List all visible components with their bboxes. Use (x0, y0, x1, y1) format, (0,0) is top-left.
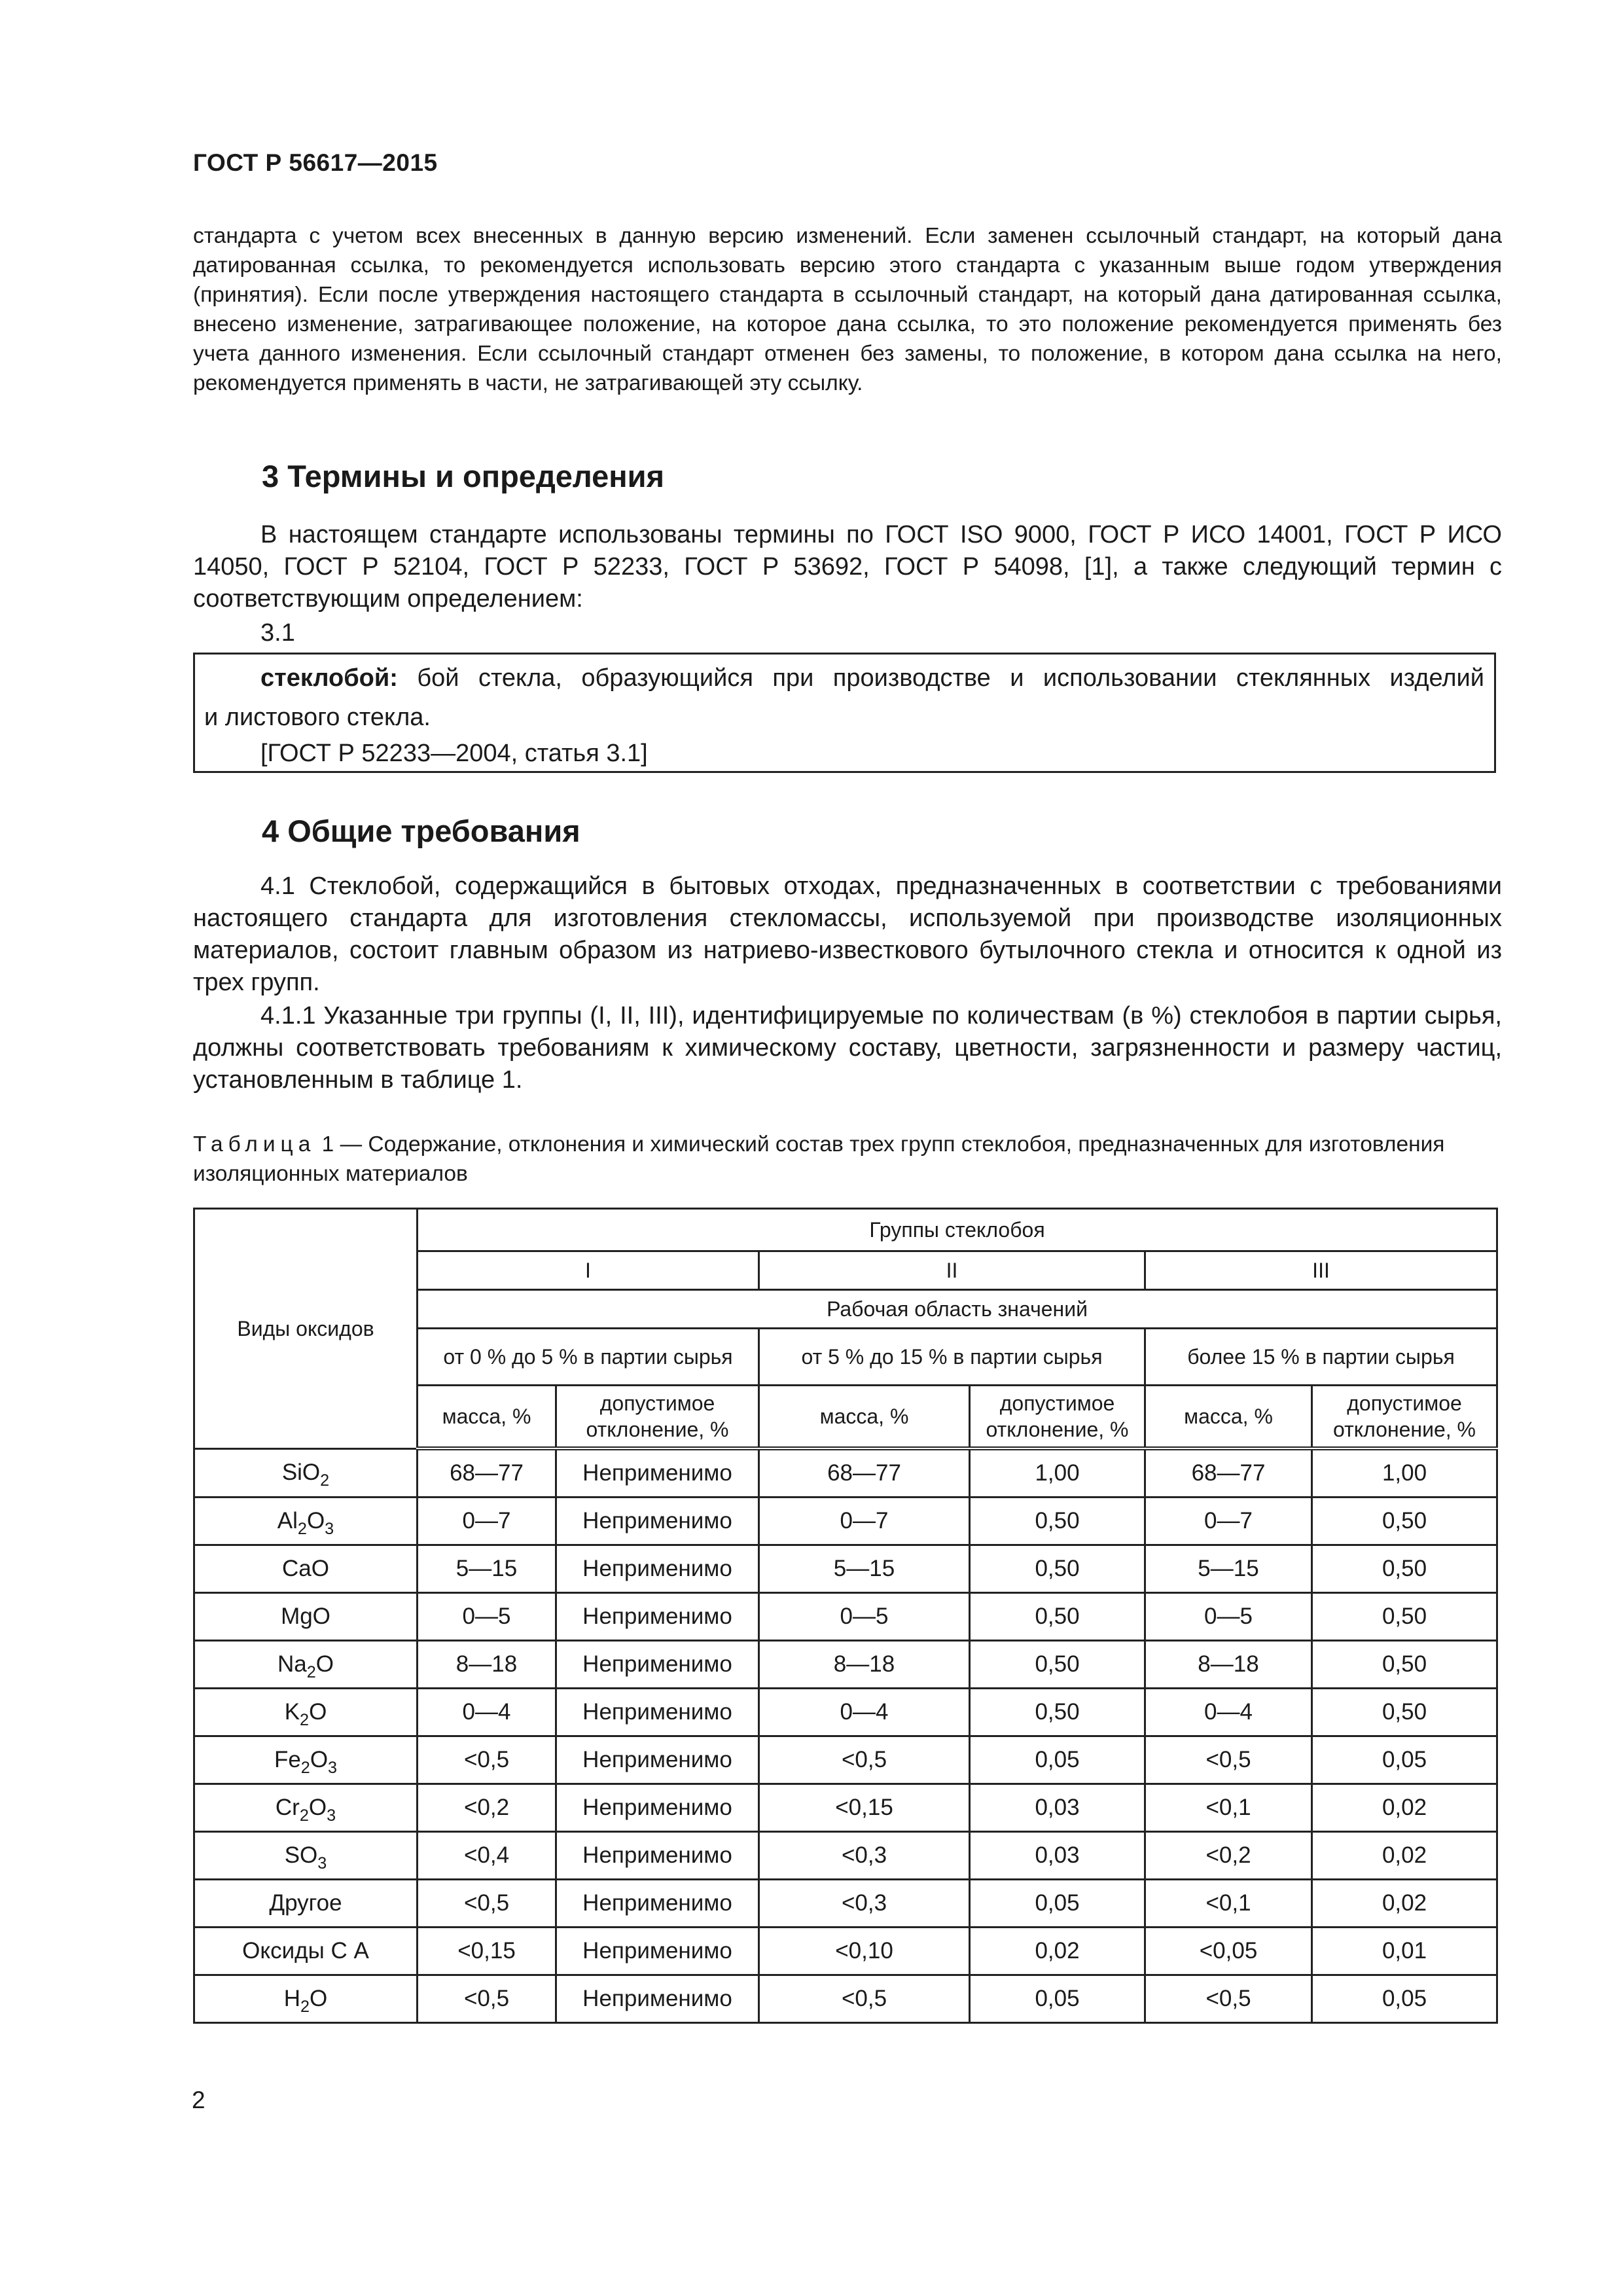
value-cell: 0—7 (759, 1498, 970, 1545)
value-cell: Неприменимо (556, 1736, 759, 1784)
value-cell: 5—15 (418, 1545, 556, 1593)
value-cell: 0,02 (1312, 1832, 1497, 1880)
value-cell: 0—5 (1145, 1593, 1312, 1641)
value-cell: 0,50 (1312, 1593, 1497, 1641)
formula-subscript: 2 (300, 1758, 310, 1777)
section-3-title: 3 Термины и определения (262, 459, 664, 493)
formula-subscript: 2 (299, 1806, 309, 1825)
value-cell: 0,02 (1312, 1880, 1497, 1928)
oxide-name-cell (194, 1832, 418, 1880)
oxide-name-cell (194, 1928, 418, 1975)
value-cell: <0,5 (418, 1880, 556, 1928)
value-cell: 5—15 (759, 1545, 970, 1593)
oxide-name-cell (194, 1498, 418, 1545)
oxide-name-cell (194, 1784, 418, 1832)
table-row (194, 1641, 1497, 1689)
oxide-name-cell (194, 1736, 418, 1784)
formula-part: O (315, 1651, 334, 1677)
formula-part: Fe (274, 1747, 301, 1772)
value-cell: 8—18 (1145, 1641, 1312, 1689)
table-row (194, 1736, 1497, 1784)
term-source: [ГОСТ Р 52233—2004, статья 3.1] (260, 740, 648, 767)
value-cell: 5—15 (1145, 1545, 1312, 1593)
value-cell: 0,05 (970, 1736, 1145, 1784)
value-cell: 0—4 (759, 1689, 970, 1736)
value-cell: 0—5 (418, 1593, 556, 1641)
formula-subscript: 2 (297, 1519, 307, 1538)
value-cell: 8—18 (418, 1641, 556, 1689)
header-deviation (970, 1386, 1145, 1449)
paragraph-4-1-1: 4.1.1 Указанные три группы (I, II, III), идентифицируемые по количествам (в %) стеклобоя в партии сырья, должны соответствовать требованиям к химическому составу, цветности, загрязненности и размеру частиц, установленным в таблице 1. (193, 1002, 1502, 1094)
header-group-2: II (759, 1251, 1145, 1290)
oxide-name-cell (194, 1689, 418, 1736)
oxide-name-cell (194, 1593, 418, 1641)
formula-part: CaO (282, 1556, 329, 1581)
term-definition-line1: бой стекла, образующийся при производстве и использовании стеклянных изделий (417, 664, 1484, 692)
table-row (194, 1498, 1497, 1545)
term-name: стеклобой: (260, 664, 398, 692)
formula-subscript: 3 (325, 1519, 334, 1538)
value-cell: 0,50 (1312, 1641, 1497, 1689)
table-header (194, 1209, 1497, 1449)
table-row (194, 1975, 1497, 2023)
header-mass: масса, % (1145, 1386, 1312, 1449)
header-deviation (556, 1386, 759, 1449)
term-definition-box (193, 653, 1496, 773)
value-cell: 8—18 (759, 1641, 970, 1689)
formula-part: O (309, 1699, 327, 1725)
formula-part: Al (277, 1508, 298, 1534)
header-working-range: Рабочая область значений (418, 1290, 1497, 1329)
formula-part: Другое (269, 1890, 342, 1916)
value-cell: 0—5 (759, 1593, 970, 1641)
intro-paragraph: стандарта с учетом всех внесенных в данную версию изменений. Если заменен ссылочный стандарт, на который дана датированная ссылка, то рекомендуется использовать версию этого стандарта с указанным выше годом утверждения (принятия). Если после утверждения настоящего стандарта в ссылочный стандарт, на который дана датированная ссылка, внесено изменение, затрагивающее положение, на которое дана ссылка, то это положение рекомендуется применять без учета данного изменения. Если ссылочный стандарт отменен без замены, то положение, в котором дана ссылка на него, рекомендуется применять в части, не затрагивающей эту ссылку. (193, 224, 1502, 395)
value-cell: 1,00 (970, 1448, 1145, 1498)
formula-part: Na (277, 1651, 307, 1677)
table-row (194, 1880, 1497, 1928)
document-header: ГОСТ Р 56617—2015 (193, 149, 438, 176)
value-cell: <0,15 (418, 1928, 556, 1975)
value-cell: <0,05 (1145, 1928, 1312, 1975)
header-deviation-line2: отклонение, % (1333, 1418, 1476, 1441)
value-cell: Неприменимо (556, 1832, 759, 1880)
value-cell: <0,1 (1145, 1784, 1312, 1832)
header-range-2: от 5 % до 15 % в партии сырья (759, 1329, 1145, 1386)
value-cell: 0,05 (1312, 1736, 1497, 1784)
formula-part: SiO (281, 1460, 321, 1486)
clause-number: 3.1 (260, 619, 295, 647)
formula-part: O (310, 1986, 328, 2011)
header-deviation-line1: допустимое (599, 1391, 715, 1415)
value-cell: Неприменимо (556, 1784, 759, 1832)
term-definition-line (260, 662, 1484, 694)
value-cell: 68—77 (759, 1448, 970, 1498)
formula-subscript: 3 (327, 1806, 336, 1825)
value-cell: 0,01 (1312, 1928, 1497, 1975)
formula-part: Оксиды С А (242, 1938, 369, 1964)
value-cell: <0,5 (1145, 1736, 1312, 1784)
value-cell: 0,05 (970, 1880, 1145, 1928)
formula-part: O (310, 1747, 329, 1772)
header-range-1: от 0 % до 5 % в партии сырья (418, 1329, 759, 1386)
oxide-name-cell (194, 1975, 418, 2023)
value-cell: 0,50 (970, 1641, 1145, 1689)
value-cell: Неприменимо (556, 1975, 759, 2023)
header-deviation-line1: допустимое (1347, 1391, 1462, 1415)
header-deviation-line2: отклонение, % (986, 1418, 1129, 1441)
value-cell: <0,5 (759, 1975, 970, 2023)
value-cell: <0,2 (418, 1784, 556, 1832)
header-mass: масса, % (418, 1386, 556, 1449)
value-cell: <0,5 (418, 1975, 556, 2023)
value-cell: Неприменимо (556, 1448, 759, 1498)
table-row (194, 1448, 1497, 1498)
table-row (194, 1593, 1497, 1641)
formula-subscript: 2 (300, 1710, 310, 1729)
value-cell: <0,5 (759, 1736, 970, 1784)
table-row (194, 1928, 1497, 1975)
value-cell: Неприменимо (556, 1689, 759, 1736)
table-caption-label: Таблица (193, 1132, 316, 1157)
formula-part: MgO (281, 1604, 330, 1629)
header-deviation (1312, 1386, 1497, 1449)
value-cell: 68—77 (418, 1448, 556, 1498)
formula-subscript: 3 (317, 1854, 327, 1873)
formula-subscript: 3 (328, 1758, 338, 1777)
page-number: 2 (192, 2087, 205, 2113)
header-oxide-types: Виды оксидов (194, 1209, 418, 1449)
header-deviation-line2: отклонение, % (586, 1418, 729, 1441)
value-cell: Неприменимо (556, 1641, 759, 1689)
value-cell: <0,1 (1145, 1880, 1312, 1928)
table-row (194, 1784, 1497, 1832)
formula-subscript: 2 (320, 1471, 330, 1490)
value-cell: <0,2 (1145, 1832, 1312, 1880)
value-cell: 0,03 (970, 1832, 1145, 1880)
value-cell: 0,50 (1312, 1689, 1497, 1736)
oxides-table (193, 1208, 1498, 2024)
table-row (194, 1689, 1497, 1736)
table-body (194, 1448, 1497, 2023)
oxide-name-cell (194, 1545, 418, 1593)
value-cell: 0,50 (970, 1593, 1145, 1641)
header-group-1: I (418, 1251, 759, 1290)
term-definition-line2: и листового стекла. (204, 704, 431, 731)
value-cell: <0,3 (759, 1832, 970, 1880)
value-cell: <0,4 (418, 1832, 556, 1880)
value-cell: Неприменимо (556, 1928, 759, 1975)
section-4-title: 4 Общие требования (262, 814, 580, 848)
value-cell: 0,50 (1312, 1498, 1497, 1545)
table-caption-text: 1 — Содержание, отклонения и химический состав трех групп стеклобоя, предназначенных для изготовления изоляционных материалов (193, 1132, 1445, 1186)
value-cell: 0,05 (970, 1975, 1145, 2023)
value-cell: <0,10 (759, 1928, 970, 1975)
header-glass-groups: Группы стеклобоя (418, 1209, 1497, 1251)
header-mass: масса, % (759, 1386, 970, 1449)
value-cell: Неприменимо (556, 1593, 759, 1641)
table-row (194, 1545, 1497, 1593)
value-cell: 0,50 (970, 1498, 1145, 1545)
value-cell: 0,50 (970, 1545, 1145, 1593)
value-cell: 0—7 (418, 1498, 556, 1545)
oxide-name-cell (194, 1880, 418, 1928)
value-cell: <0,5 (1145, 1975, 1312, 2023)
formula-part: O (308, 1795, 327, 1820)
value-cell: 68—77 (1145, 1448, 1312, 1498)
formula-part: H (283, 1986, 301, 2011)
value-cell: 1,00 (1312, 1448, 1497, 1498)
formula-part: SO (284, 1842, 318, 1868)
value-cell: 0,05 (1312, 1975, 1497, 2023)
formula-part: K (284, 1699, 300, 1725)
formula-subscript: 2 (306, 1662, 316, 1681)
value-cell: 0—4 (1145, 1689, 1312, 1736)
section-3-paragraph: В настоящем стандарте использованы термины по ГОСТ ISO 9000, ГОСТ Р ИСО 14001, ГОСТ Р ИСО 14050, ГОСТ Р 52104, ГОСТ Р 52233, ГОСТ Р 53692, ГОСТ Р 54098, [1], а также следующий термин с соответствующим определением: (193, 521, 1502, 613)
value-cell: 0,03 (970, 1784, 1145, 1832)
value-cell: Неприменимо (556, 1880, 759, 1928)
value-cell: 0—7 (1145, 1498, 1312, 1545)
value-cell: <0,5 (418, 1736, 556, 1784)
formula-part: Cr (275, 1795, 300, 1820)
table-row (194, 1832, 1497, 1880)
table-caption (193, 1130, 1502, 1189)
oxide-name-cell (194, 1448, 418, 1498)
value-cell: 0,50 (970, 1689, 1145, 1736)
value-cell: <0,15 (759, 1784, 970, 1832)
formula-subscript: 2 (300, 1997, 310, 2016)
formula-part: O (306, 1508, 325, 1534)
paragraph-4-1: 4.1 Стеклобой, содержащийся в бытовых отходах, предназначенных в соответствии с требованиями настоящего стандарта для изготовления стекломассы, используемой при производстве изоляционных материалов, состоит главным образом из натриево-известкового бутылочного стекла и относится к одной из трех групп. (193, 872, 1502, 996)
value-cell: 0—4 (418, 1689, 556, 1736)
value-cell: Неприменимо (556, 1545, 759, 1593)
value-cell: Неприменимо (556, 1498, 759, 1545)
value-cell: 0,02 (1312, 1784, 1497, 1832)
value-cell: <0,3 (759, 1880, 970, 1928)
value-cell: 0,02 (970, 1928, 1145, 1975)
header-deviation-line1: допустимое (999, 1391, 1115, 1415)
header-range-3: более 15 % в партии сырья (1145, 1329, 1497, 1386)
oxide-name-cell (194, 1641, 418, 1689)
value-cell: 0,50 (1312, 1545, 1497, 1593)
header-group-3: III (1145, 1251, 1497, 1290)
